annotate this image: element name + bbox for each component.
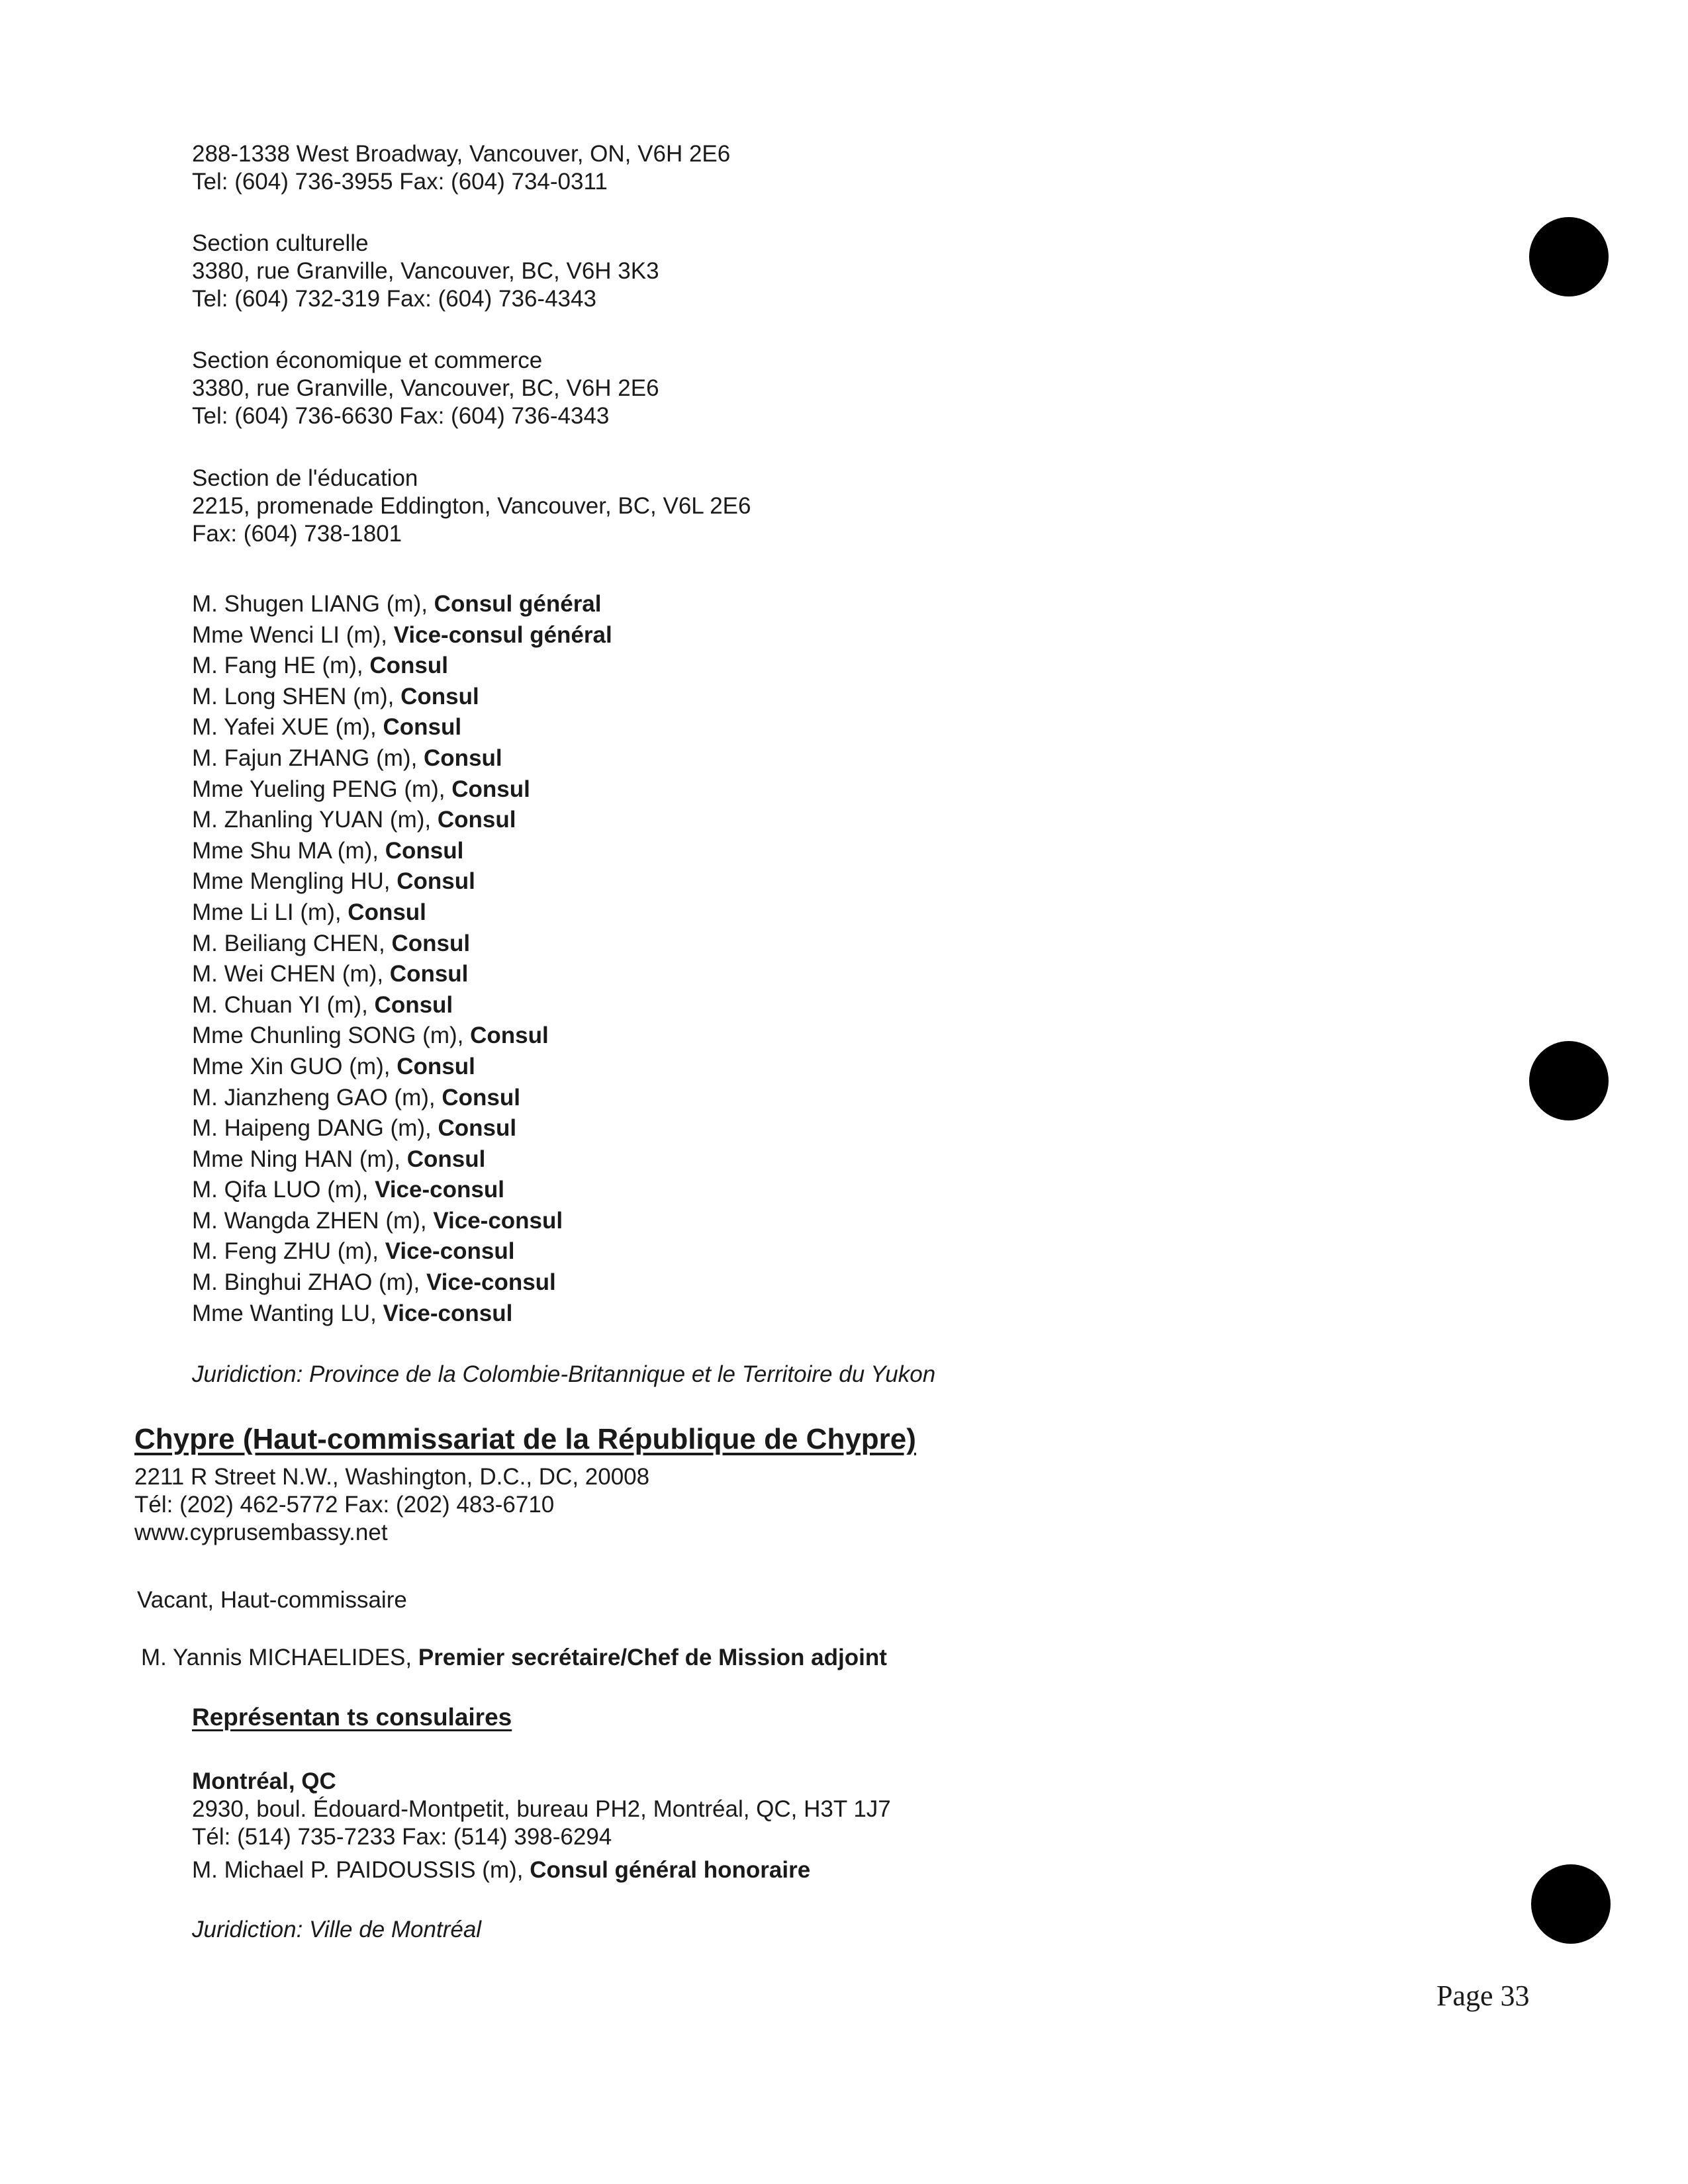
city-address: 2930, boul. Édouard-Montpetit, bureau PH2, Montréal, QC, H3T 1J7: [192, 1796, 891, 1822]
staff-row: [192, 1144, 612, 1175]
staff-name: M. Binghui ZHAO (m),: [192, 1269, 426, 1296]
staff-row: [192, 1206, 612, 1237]
staff-row: [192, 1052, 612, 1083]
staff-row: [192, 805, 612, 836]
honorary-consul-line: [192, 1856, 810, 1884]
cyprus-address: 2211 R Street N.W., Washington, D.C., DC, 20008: [134, 1464, 650, 1490]
secretary-line: [141, 1644, 887, 1672]
staff-title: Consul: [374, 991, 453, 1018]
staff-title: Consul: [383, 714, 462, 741]
staff-row: [192, 712, 612, 743]
staff-name: M. Fang HE (m),: [192, 653, 370, 679]
section-contact: Tel: (604) 732-319 Fax: (604) 736-4343: [192, 286, 596, 312]
staff-row: [192, 836, 612, 867]
staff-row: [192, 897, 612, 929]
staff-title: Consul: [470, 1023, 549, 1049]
vacant-line: Vacant, Haut-commissaire: [137, 1587, 407, 1613]
binder-hole: [1529, 1041, 1609, 1120]
cyprus-website: www.cyprusembassy.net: [134, 1520, 388, 1545]
section-economique: [192, 347, 659, 430]
staff-row: [192, 1175, 612, 1206]
top-address: [192, 140, 730, 196]
staff-name: Mme Xin GUO (m),: [192, 1053, 397, 1079]
staff-row: [192, 1298, 612, 1330]
staff-name: M. Long SHEN (m),: [192, 683, 401, 709]
section-culturelle: [192, 230, 659, 313]
staff-name: M. Wangda ZHEN (m),: [192, 1207, 434, 1234]
staff-name: Mme Ning HAN (m),: [192, 1146, 407, 1172]
staff-title: Consul: [442, 1084, 520, 1111]
staff-name: Mme Li LI (m),: [192, 899, 348, 925]
address-line: 288-1338 West Broadway, Vancouver, ON, V6H 2E6: [192, 141, 731, 167]
staff-title: Vice-consul: [375, 1177, 504, 1203]
country-heading: Chypre (Haut-commissariat de la République de Chypre): [134, 1423, 916, 1455]
staff-row: [192, 1113, 612, 1144]
section-contact: Tel: (604) 736-6630 Fax: (604) 736-4343: [192, 403, 610, 429]
staff-title: Consul: [451, 776, 530, 802]
staff-title: Vice-consul général: [393, 621, 612, 648]
jurisdiction-text: Juridiction: Province de la Colombie-Britannique et le Territoire du Yukon: [192, 1361, 936, 1387]
staff-name: M. Beiliang CHEN,: [192, 930, 392, 956]
binder-hole: [1531, 1864, 1611, 1944]
staff-name: Mme Mengling HU,: [192, 868, 397, 895]
staff-title: Vice-consul: [385, 1238, 515, 1265]
staff-row: [192, 1236, 612, 1267]
page-number: Page 33: [1436, 1979, 1530, 2012]
staff-row: [192, 1267, 612, 1298]
staff-row: [192, 651, 612, 682]
staff-title: Vice-consul: [383, 1300, 513, 1326]
staff-title: Consul: [406, 1146, 486, 1172]
staff-row: [192, 1021, 612, 1052]
staff-row: [192, 682, 612, 713]
city-name: Montréal, QC: [192, 1768, 336, 1794]
jurisdiction-text: Juridiction: Ville de Montréal: [192, 1917, 482, 1942]
staff-title: Consul: [391, 930, 471, 956]
staff-name: Mme Wenci LI (m),: [192, 621, 394, 648]
staff-name: Mme Shu MA (m),: [192, 837, 385, 864]
staff-name: M. Feng ZHU (m),: [192, 1238, 385, 1265]
staff-title: Consul: [348, 899, 426, 925]
binder-hole: [1529, 217, 1609, 296]
staff-name: M. Jianzheng GAO (m),: [192, 1084, 442, 1111]
city-contact: Tél: (514) 735-7233 Fax: (514) 398-6294: [192, 1824, 612, 1850]
secretary-name: M. Yannis MICHAELIDES,: [141, 1645, 418, 1670]
staff-name: M. Yafei XUE (m),: [192, 714, 383, 741]
staff-title: Consul: [385, 837, 464, 864]
staff-title: Vice-consul: [426, 1269, 556, 1296]
staff-name: M. Chuan YI (m),: [192, 991, 375, 1018]
section-contact: Fax: (604) 738-1801: [192, 521, 402, 547]
staff-row: [192, 1083, 612, 1114]
staff-row: [192, 959, 612, 990]
staff-row: [192, 866, 612, 897]
staff-list: [192, 589, 612, 1329]
consul-name: M. Michael P. PAIDOUSSIS (m),: [192, 1857, 530, 1883]
staff-title: Consul: [424, 745, 502, 771]
staff-title: Consul: [397, 1053, 475, 1079]
staff-row: [192, 743, 612, 774]
staff-row: [192, 589, 612, 620]
section-education: [192, 465, 751, 548]
staff-name: M. Qifa LUO (m),: [192, 1177, 375, 1203]
staff-title: Consul: [400, 683, 479, 709]
staff-title: Consul: [438, 1115, 517, 1142]
cyprus-contact: Tél: (202) 462-5772 Fax: (202) 483-6710: [134, 1492, 555, 1518]
staff-name: M. Zhanling YUAN (m),: [192, 807, 438, 833]
section-title: Section de l'éducation: [192, 465, 418, 491]
section-address: 3380, rue Granville, Vancouver, BC, V6H 3K3: [192, 258, 659, 284]
section-title: Section économique et commerce: [192, 347, 543, 373]
consular-heading: Représentan ts consulaires: [192, 1704, 512, 1731]
staff-title: Consul: [389, 961, 469, 987]
staff-name: M. Shugen LIANG (m),: [192, 591, 434, 617]
staff-title: Consul: [437, 807, 516, 833]
staff-row: [192, 620, 612, 651]
staff-name: M. Wei CHEN (m),: [192, 961, 390, 987]
staff-row: [192, 774, 612, 805]
section-title: Section culturelle: [192, 230, 369, 256]
staff-name: Mme Wanting LU,: [192, 1300, 383, 1326]
section-address: 2215, promenade Eddington, Vancouver, BC, V6L 2E6: [192, 493, 751, 519]
staff-row: [192, 929, 612, 960]
section-address: 3380, rue Granville, Vancouver, BC, V6H 2E6: [192, 375, 659, 401]
staff-name: M. Haipeng DANG (m),: [192, 1115, 438, 1142]
secretary-title: Premier secrétaire/Chef de Mission adjoint: [418, 1645, 887, 1670]
contact-line: Tel: (604) 736-3955 Fax: (604) 734-0311: [192, 169, 608, 195]
staff-name: Mme Chunling SONG (m),: [192, 1023, 471, 1049]
staff-title: Consul général: [434, 591, 602, 617]
staff-row: [192, 990, 612, 1021]
staff-title: Consul: [369, 653, 448, 679]
staff-name: Mme Yueling PENG (m),: [192, 776, 452, 802]
staff-name: M. Fajun ZHANG (m),: [192, 745, 424, 771]
consul-title: Consul général honoraire: [530, 1857, 811, 1883]
staff-title: Vice-consul: [433, 1207, 563, 1234]
staff-title: Consul: [397, 868, 475, 895]
